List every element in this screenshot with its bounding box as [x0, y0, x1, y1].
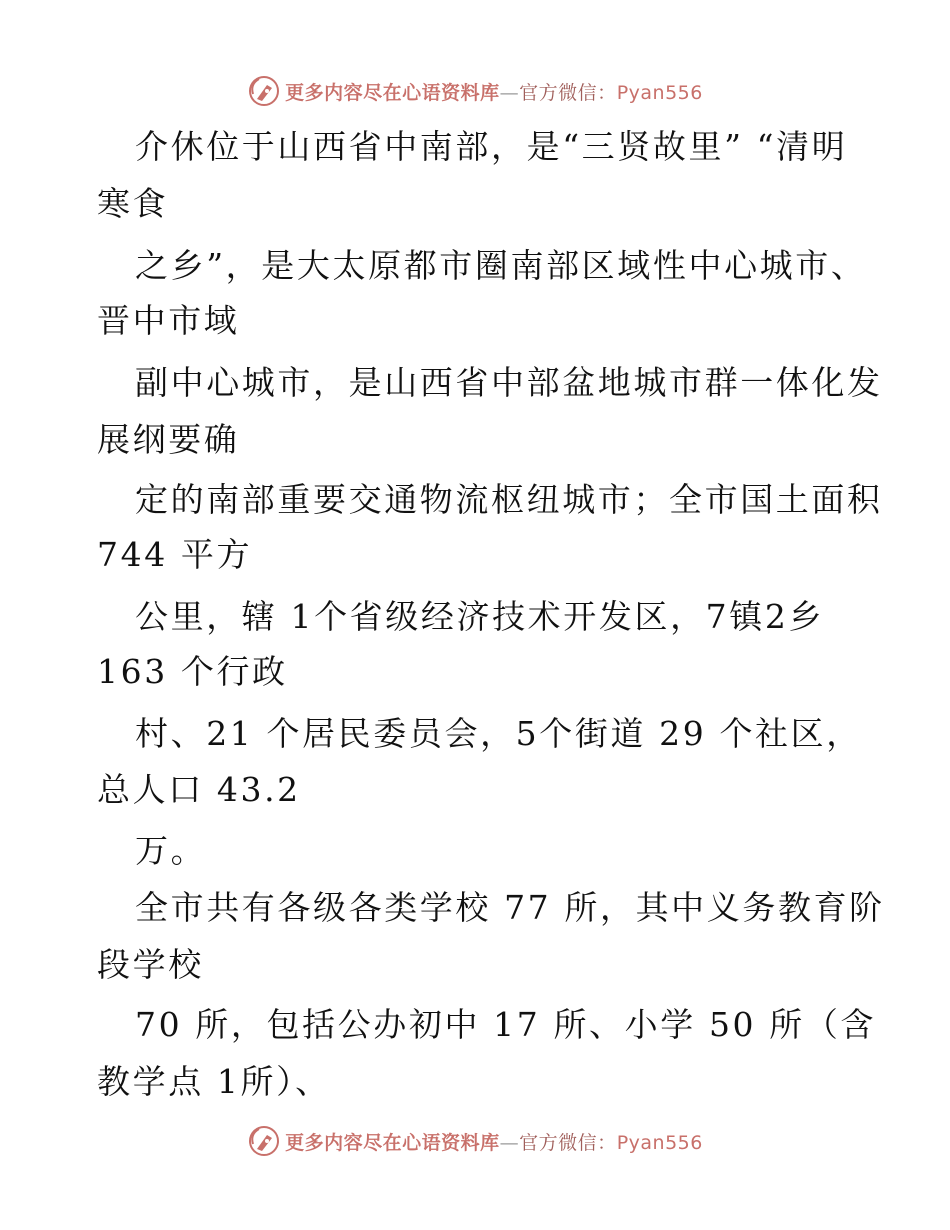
text-line: 副中心城市，是山西省中部盆地城市群一体化发: [135, 363, 883, 402]
header-banner: [0, 71, 950, 111]
text-line: 展纲要确: [97, 420, 240, 459]
banner-wechat-id: Pyan556: [616, 81, 703, 104]
pen-nib-logo-icon: [247, 74, 281, 108]
text-line: 70 所，包括公办初中 17 所、小学 50 所（含: [135, 1005, 877, 1044]
banner-separator: —: [499, 81, 520, 104]
text-line: 全市共有各级各类学校 77 所，其中义务教育阶: [135, 888, 885, 927]
text-line: 163 个行政: [97, 652, 288, 691]
banner-wechat-label: 官方微信：: [519, 81, 617, 104]
banner-separator: —: [499, 1131, 520, 1154]
text-line: 晋中市域: [97, 301, 240, 340]
text-line: 万。: [135, 831, 207, 870]
footer-banner: [0, 1121, 950, 1161]
banner-wechat-label: 官方微信：: [519, 1131, 617, 1154]
banner-main-text: 更多内容尽在心语资料库: [285, 1131, 500, 1154]
banner-main-text: 更多内容尽在心语资料库: [285, 81, 500, 104]
text-line: 之乡”，是大太原都市圈南部区域性中心城市、: [135, 246, 867, 285]
text-line: 介休位于山西省中南部，是“三贤故里” “清明: [135, 127, 848, 166]
text-line: 段学校: [97, 945, 204, 984]
text-line: 744 平方: [97, 535, 253, 574]
pen-nib-logo-icon: [247, 1124, 281, 1158]
text-line: 定的南部重要交通物流枢纽城市；全市国土面积: [135, 480, 883, 519]
text-line: 寒食: [97, 184, 169, 223]
text-line: 教学点 1所）、: [97, 1062, 331, 1101]
banner-wechat-id: Pyan556: [616, 1131, 703, 1154]
text-line: 公里，辖 1个省级经济技术开发区，7镇2乡: [135, 597, 825, 636]
text-line: 村、21 个居民委员会，5个街道 29 个社区，: [135, 714, 862, 753]
text-line: 总人口 43.2: [97, 770, 301, 809]
